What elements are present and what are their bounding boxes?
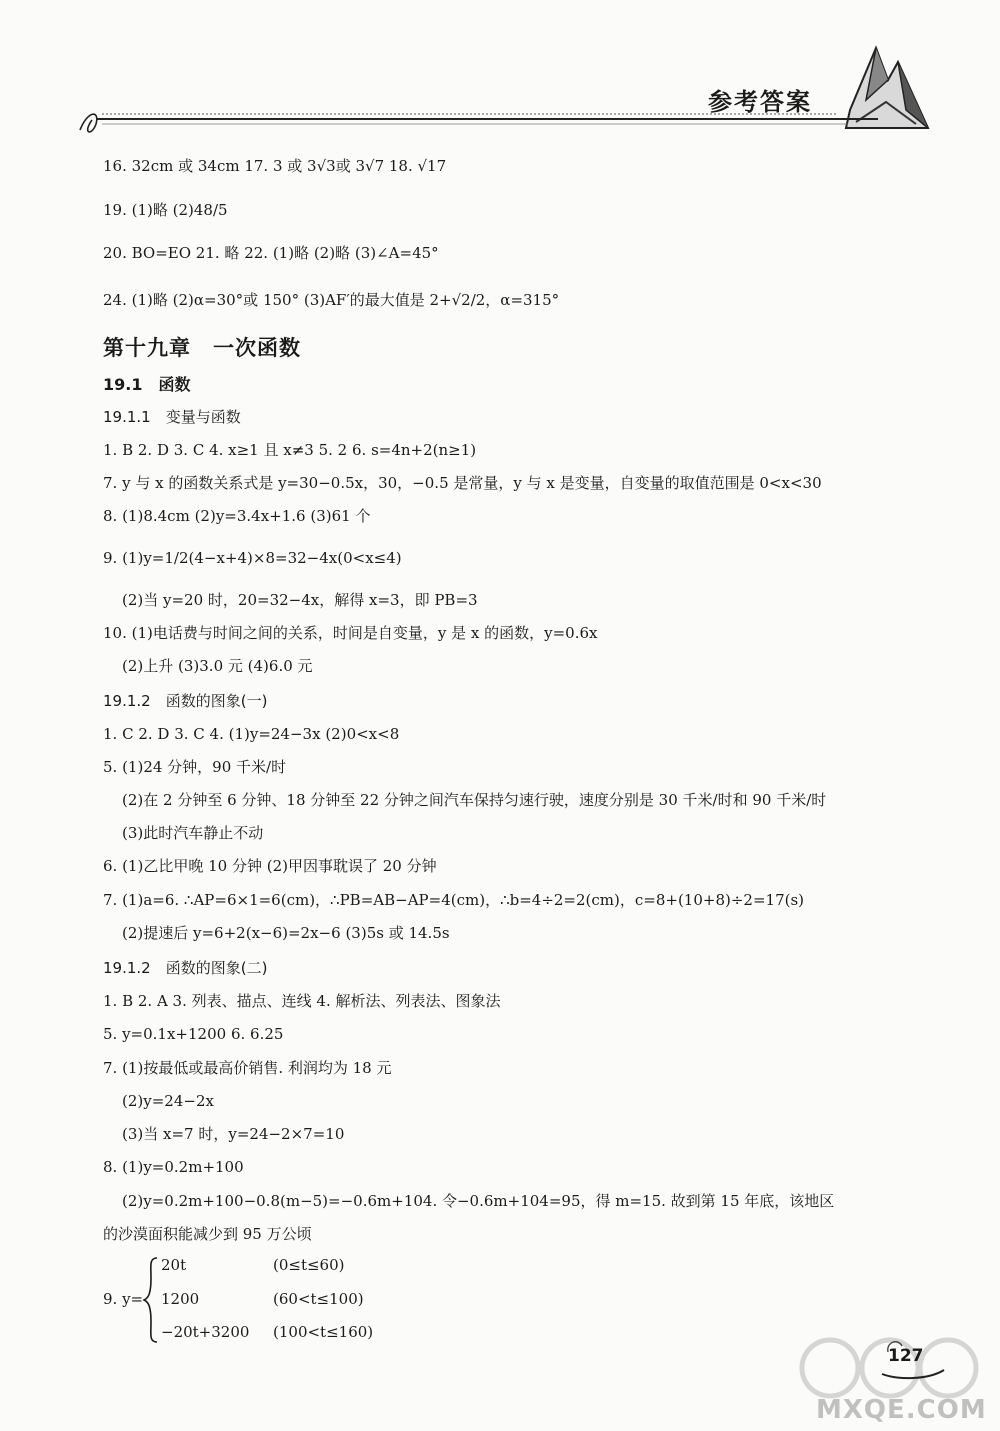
- answer-line: 5. y=0.1x+1200 6. 6.25: [103, 1025, 284, 1043]
- answer-line: (2)在 2 分钟至 6 分钟、18 分钟至 22 分钟之间汽车保持匀速行驶，速度分别是 30 千米/时和 90 千米/时: [122, 791, 827, 809]
- answer-line: 9. (1)y=1/2(4−x+4)×8=32−4x(0<x≤4): [103, 549, 402, 567]
- answer-line: 5. (1)24 分钟，90 千米/时: [103, 758, 287, 776]
- answer-line: 1. C 2. D 3. C 4. (1)y=24−3x (2)0<x<8: [103, 725, 400, 743]
- piecewise-function: [103, 1256, 583, 1346]
- piece-expression: 20t: [161, 1256, 187, 1274]
- chapter-title: 第十九章 一次函数: [103, 336, 301, 360]
- piecewise-label: 9. y=: [103, 1290, 144, 1308]
- page-number: 127: [888, 1346, 924, 1366]
- subsection-title: 19.1.1 变量与函数: [103, 408, 241, 426]
- watermark-text: MXQE.COM: [816, 1395, 987, 1425]
- piece-condition: (100<t≤160): [273, 1323, 374, 1341]
- answer-line: 24. (1)略 (2)α=30°或 150° (3)AF′的最大值是 2+√2/2，α=315°: [103, 291, 560, 309]
- answer-line: (3)当 x=7 时，y=24−2×7=10: [122, 1125, 345, 1143]
- answer-line: 20. BO=EO 21. 略 22. (1)略 (2)略 (3)∠A=45°: [103, 244, 439, 262]
- piece-condition: (60<t≤100): [273, 1290, 364, 1308]
- piece-condition: (0≤t≤60): [273, 1256, 345, 1274]
- left-brace-icon: [143, 1256, 159, 1344]
- answer-line: (2)提速后 y=6+2(x−6)=2x−6 (3)5s 或 14.5s: [122, 924, 450, 942]
- piece-expression: −20t+3200: [161, 1323, 250, 1341]
- subsection-title: 19.1.2 函数的图象(一): [103, 692, 268, 710]
- answer-line: (3)此时汽车静止不动: [122, 824, 264, 842]
- subsection-title: 19.1.2 函数的图象(二): [103, 959, 268, 977]
- answer-line: 7. y 与 x 的函数关系式是 y=30−0.5x，30，−0.5 是常量，y 与 x 是变量，自变量的取值范围是 0<x<30: [103, 474, 822, 492]
- answer-line: 1. B 2. A 3. 列表、描点、连线 4. 解析法、列表法、图象法: [103, 992, 501, 1010]
- header-title: 参考答案: [708, 88, 812, 116]
- answer-line: 的沙漠面积能减少到 95 万公顷: [103, 1225, 312, 1243]
- answer-line: (2)y=0.2m+100−0.8(m−5)=−0.6m+104. 令−0.6m+104=95，得 m=15. 故到第 15 年底，该地区: [122, 1192, 835, 1210]
- answer-line: (2)y=24−2x: [122, 1092, 214, 1110]
- answer-line: (2)当 y=20 时，20=32−4x，解得 x=3，即 PB=3: [122, 591, 478, 609]
- answer-line: 8. (1)8.4cm (2)y=3.4x+1.6 (3)61 个: [103, 507, 371, 525]
- answer-line: 1. B 2. D 3. C 4. x≥1 且 x≠3 5. 2 6. s=4n+2(n≥1): [103, 441, 477, 459]
- answer-line: 19. (1)略 (2)48/5: [103, 201, 228, 219]
- answer-line: 16. 32cm 或 34cm 17. 3 或 3√3或 3√7 18. √17: [103, 157, 447, 175]
- section-title: 19.1 函数: [103, 375, 191, 394]
- answer-line: 8. (1)y=0.2m+100: [103, 1158, 244, 1176]
- answer-line: 10. (1)电话费与时间之间的关系，时间是自变量，y 是 x 的函数，y=0.6x: [103, 624, 598, 642]
- answer-line: 7. (1)a=6. ∴AP=6×1=6(cm)，∴PB=AB−AP=4(cm)，∴b=4÷2=2(cm)，c=8+(10+8)÷2=17(s): [103, 891, 805, 909]
- piece-expression: 1200: [161, 1290, 200, 1308]
- answer-line: 6. (1)乙比甲晚 10 分钟 (2)甲因事耽误了 20 分钟: [103, 857, 437, 875]
- answer-line: (2)上升 (3)3.0 元 (4)6.0 元: [122, 657, 313, 675]
- answer-line: 7. (1)按最低或最高价销售. 利润均为 18 元: [103, 1059, 392, 1077]
